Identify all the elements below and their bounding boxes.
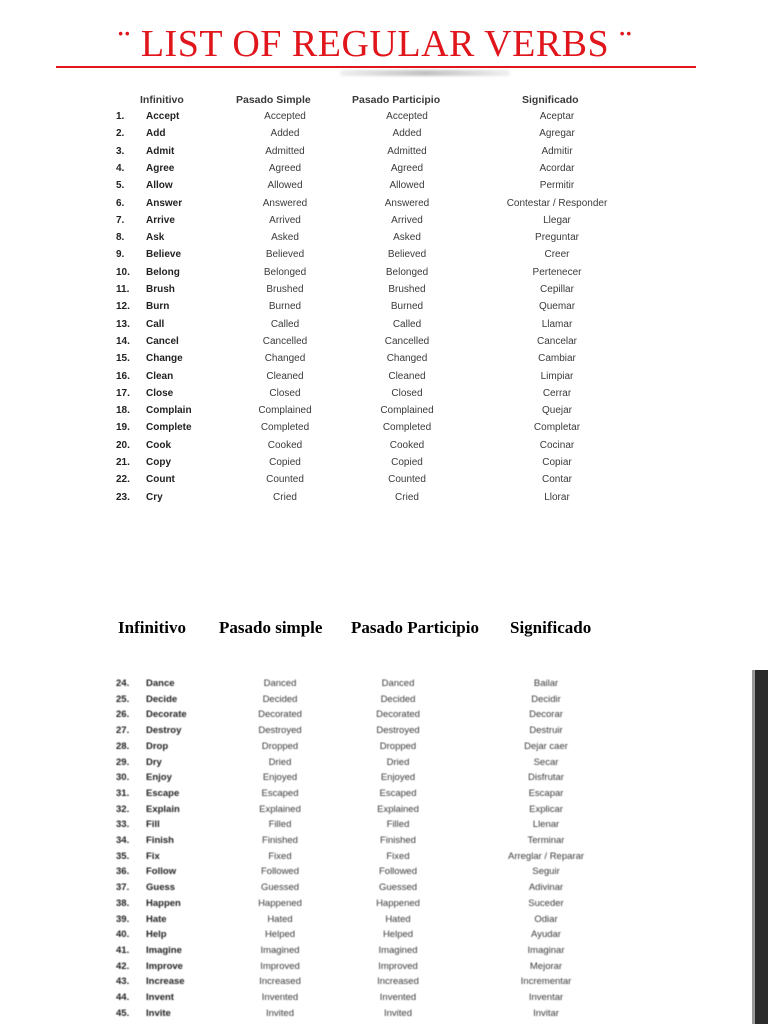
verb-number: 43. bbox=[116, 976, 130, 988]
past-simple: Brushed bbox=[266, 284, 304, 295]
meaning: Preguntar bbox=[535, 232, 579, 244]
verb-row bbox=[0, 473, 768, 489]
infinitive: Allow bbox=[146, 180, 173, 192]
past-participle: Cried bbox=[395, 491, 419, 503]
past-simple: Enjoyed bbox=[262, 772, 298, 784]
past-participle: Changed bbox=[386, 353, 428, 365]
past-simple: Burned bbox=[268, 301, 302, 313]
past-participle: Decided bbox=[380, 693, 416, 705]
verb-row bbox=[0, 881, 768, 897]
verb-number: 36. bbox=[116, 866, 130, 878]
past-participle: Arrived bbox=[391, 214, 423, 226]
infinitive: Follow bbox=[146, 866, 177, 878]
past-simple: Added bbox=[270, 128, 300, 140]
meaning: Inventar bbox=[528, 992, 564, 1003]
meaning: Destruir bbox=[529, 725, 563, 737]
verb-row bbox=[0, 421, 768, 437]
verb-number: 10. bbox=[116, 266, 130, 278]
past-participle: Completed bbox=[382, 422, 432, 434]
verb-row bbox=[0, 387, 768, 403]
past-participle: Belonged bbox=[385, 266, 429, 278]
meaning: Contestar / Responder bbox=[506, 197, 608, 209]
meaning: Pertenecer bbox=[532, 266, 582, 278]
verb-row bbox=[0, 162, 768, 178]
verb-row bbox=[0, 928, 768, 944]
past-participle: Fixed bbox=[386, 850, 410, 862]
past-participle: Invented bbox=[379, 992, 417, 1003]
past-participle: Closed bbox=[391, 387, 423, 399]
verb-number: 45. bbox=[116, 1007, 130, 1019]
past-participle: Cooked bbox=[389, 439, 425, 451]
infinitive: Finish bbox=[146, 835, 174, 846]
past-participle: Allowed bbox=[389, 180, 425, 192]
verb-row bbox=[0, 803, 768, 819]
past-simple: Cooked bbox=[267, 439, 303, 451]
meaning: Imaginar bbox=[527, 944, 565, 956]
past-participle: Enjoyed bbox=[380, 772, 416, 784]
verb-number: 29. bbox=[116, 756, 130, 768]
past-simple: Improved bbox=[260, 960, 300, 972]
meaning: Decorar bbox=[529, 709, 563, 721]
verb-row bbox=[0, 724, 768, 740]
past-simple: Cleaned bbox=[266, 370, 304, 382]
verb-number: 21. bbox=[116, 457, 130, 468]
verb-number: 1. bbox=[116, 111, 125, 122]
verb-number: 40. bbox=[116, 929, 130, 941]
infinitive: Guess bbox=[146, 882, 176, 894]
header-pasado-simple: Pasado Simple bbox=[236, 94, 311, 106]
verb-row bbox=[0, 913, 768, 929]
infinitive: Accept bbox=[146, 111, 180, 122]
past-participle: Copied bbox=[391, 457, 423, 468]
verb-row bbox=[0, 1007, 768, 1023]
meaning: Escapar bbox=[528, 787, 564, 799]
past-simple: Copied bbox=[269, 457, 301, 468]
past-simple: Admitted bbox=[265, 145, 305, 157]
meaning: Explicar bbox=[529, 803, 563, 815]
past-simple: Dropped bbox=[261, 740, 299, 752]
infinitive: Burn bbox=[146, 301, 170, 313]
meaning: Ayudar bbox=[531, 929, 561, 941]
infinitive: Clean bbox=[146, 370, 174, 382]
infinitive: Change bbox=[146, 353, 183, 365]
past-participle: Helped bbox=[382, 929, 414, 941]
verb-number: 6. bbox=[116, 197, 125, 209]
verb-row bbox=[0, 439, 768, 455]
verb-number: 5. bbox=[116, 180, 125, 192]
past-participle: Brushed bbox=[388, 284, 426, 295]
past-participle: Called bbox=[392, 318, 422, 330]
meaning: Cerrar bbox=[542, 387, 572, 399]
verb-number: 44. bbox=[116, 992, 130, 1003]
past-simple: Finished bbox=[262, 835, 298, 846]
faded-subtitle-smudge bbox=[340, 70, 510, 76]
infinitive: Decide bbox=[146, 693, 178, 705]
infinitive: Fix bbox=[146, 850, 160, 862]
verb-number: 15. bbox=[116, 353, 130, 365]
infinitive: Believe bbox=[146, 249, 182, 261]
verb-number: 41. bbox=[116, 944, 130, 956]
verb-row bbox=[0, 110, 768, 126]
verb-row bbox=[0, 248, 768, 264]
verb-row bbox=[0, 944, 768, 960]
infinitive: Hate bbox=[146, 913, 167, 925]
infinitive: Dry bbox=[146, 756, 162, 768]
infinitive: Close bbox=[146, 387, 174, 399]
meaning: Arreglar / Reparar bbox=[507, 850, 585, 862]
infinitive: Complain bbox=[146, 405, 192, 417]
past-participle: Danced bbox=[381, 678, 415, 689]
infinitive: Copy bbox=[146, 457, 171, 468]
verb-row bbox=[0, 491, 768, 507]
past-participle: Improved bbox=[378, 960, 418, 972]
past-simple: Belonged bbox=[263, 266, 307, 278]
verb-number: 8. bbox=[116, 232, 125, 244]
past-simple: Counted bbox=[266, 474, 304, 486]
verb-row bbox=[0, 179, 768, 195]
past-participle: Explained bbox=[377, 803, 419, 815]
verb-number: 16. bbox=[116, 370, 130, 382]
verb-row bbox=[0, 834, 768, 850]
past-participle: Escaped bbox=[379, 787, 417, 799]
verb-row bbox=[0, 352, 768, 368]
past-simple: Fixed bbox=[268, 850, 292, 862]
verb-row bbox=[0, 771, 768, 787]
verb-number: 30. bbox=[116, 772, 130, 784]
verb-number: 26. bbox=[116, 709, 130, 721]
meaning: Admitir bbox=[541, 145, 573, 157]
past-participle: Answered bbox=[384, 197, 430, 209]
verb-number: 33. bbox=[116, 819, 130, 831]
infinitive: Call bbox=[146, 318, 165, 330]
verb-number: 32. bbox=[116, 803, 130, 815]
meaning: Aceptar bbox=[539, 111, 575, 122]
verb-number: 24. bbox=[116, 678, 130, 689]
verb-row bbox=[0, 897, 768, 913]
past-simple: Helped bbox=[264, 929, 296, 941]
infinitive: Explain bbox=[146, 803, 180, 815]
past-participle: Hated bbox=[385, 913, 411, 925]
meaning: Terminar bbox=[527, 835, 565, 846]
past-participle: Destroyed bbox=[376, 725, 420, 737]
infinitive: Invent bbox=[146, 992, 174, 1003]
verb-row bbox=[0, 231, 768, 247]
meaning: Bailar bbox=[533, 678, 559, 689]
past-simple: Dried bbox=[268, 756, 292, 768]
past-simple: Complained bbox=[258, 405, 312, 417]
infinitive: Add bbox=[146, 128, 166, 140]
past-simple: Answered bbox=[262, 197, 308, 209]
verb-number: 13. bbox=[116, 318, 130, 330]
meaning: Limpiar bbox=[540, 370, 574, 382]
meaning: Decidir bbox=[531, 693, 561, 705]
verb-number: 2. bbox=[116, 128, 125, 140]
infinitive: Brush bbox=[146, 284, 175, 295]
past-simple: Filled bbox=[268, 819, 292, 831]
meaning: Adivinar bbox=[528, 882, 564, 894]
past-participle: Decorated bbox=[376, 709, 420, 721]
meaning: Cambiar bbox=[538, 353, 576, 365]
verb-row bbox=[0, 677, 768, 693]
verb-row bbox=[0, 214, 768, 230]
past-simple: Decided bbox=[262, 693, 298, 705]
past-simple: Cancelled bbox=[262, 335, 308, 347]
verb-number: 18. bbox=[116, 405, 130, 417]
past-simple: Decorated bbox=[258, 709, 302, 721]
infinitive: Help bbox=[146, 929, 167, 941]
past-participle: Dried bbox=[386, 756, 410, 768]
past-participle: Finished bbox=[380, 835, 416, 846]
meaning: Mejorar bbox=[529, 960, 563, 972]
past-simple: Believed bbox=[265, 249, 305, 261]
meaning: Odiar bbox=[534, 913, 558, 925]
verb-number: 22. bbox=[116, 474, 130, 486]
meaning: Invitar bbox=[533, 1007, 559, 1019]
meaning: Llorar bbox=[544, 491, 570, 503]
infinitive: Happen bbox=[146, 897, 181, 909]
header-pasado-participio: Pasado Participio bbox=[352, 94, 441, 106]
past-participle: Admitted bbox=[387, 145, 427, 157]
infinitive: Agree bbox=[146, 162, 175, 174]
verb-row bbox=[0, 865, 768, 881]
meaning: Contar bbox=[541, 474, 573, 486]
infinitive: Improve bbox=[146, 960, 183, 972]
past-participle: Invited bbox=[384, 1007, 412, 1019]
past-participle: Cleaned bbox=[388, 370, 426, 382]
meaning: Seguir bbox=[532, 866, 560, 878]
meaning: Quejar bbox=[541, 405, 573, 417]
verb-row bbox=[0, 975, 768, 991]
verb-row bbox=[0, 818, 768, 834]
past-participle: Added bbox=[392, 128, 422, 140]
verb-number: 12. bbox=[116, 301, 130, 313]
past-participle: Believed bbox=[387, 249, 427, 261]
past-participle: Accepted bbox=[386, 111, 428, 122]
verb-row bbox=[0, 693, 768, 709]
table1-header bbox=[0, 94, 768, 108]
past-participle: Followed bbox=[378, 866, 418, 878]
header-infinitivo: Infinitivo bbox=[118, 618, 187, 637]
past-participle: Filled bbox=[386, 819, 410, 831]
meaning: Llenar bbox=[532, 819, 560, 831]
verb-row bbox=[0, 145, 768, 161]
verb-row bbox=[0, 787, 768, 803]
header-pasado-simple: Pasado simple bbox=[219, 618, 323, 637]
meaning: Agregar bbox=[539, 128, 575, 140]
verb-number: 17. bbox=[116, 387, 130, 399]
past-simple: Changed bbox=[264, 353, 306, 365]
verb-row bbox=[0, 370, 768, 386]
past-simple: Happened bbox=[258, 897, 302, 909]
infinitive: Cook bbox=[146, 439, 171, 451]
verb-number: 25. bbox=[116, 693, 130, 705]
infinitive: Cancel bbox=[146, 335, 179, 347]
infinitive: Increase bbox=[146, 976, 185, 988]
meaning: Quemar bbox=[538, 301, 576, 313]
verb-row bbox=[0, 960, 768, 976]
verb-number: 11. bbox=[116, 284, 130, 295]
infinitive: Cry bbox=[146, 491, 163, 503]
verb-number: 27. bbox=[116, 725, 130, 737]
verb-number: 35. bbox=[116, 850, 130, 862]
verb-number: 38. bbox=[116, 897, 130, 909]
past-simple: Called bbox=[270, 318, 300, 330]
meaning: Dejar caer bbox=[524, 740, 568, 752]
past-participle: Dropped bbox=[379, 740, 417, 752]
past-simple: Danced bbox=[263, 678, 297, 689]
meaning: Disfrutar bbox=[528, 772, 564, 784]
past-participle: Asked bbox=[393, 232, 421, 244]
verb-row bbox=[0, 404, 768, 420]
meaning: Secar bbox=[533, 756, 559, 768]
past-simple: Explained bbox=[259, 803, 301, 815]
infinitive: Destroy bbox=[146, 725, 182, 737]
header-pasado-participio: Pasado Participio bbox=[351, 618, 479, 637]
meaning: Permitir bbox=[539, 180, 575, 192]
verb-number: 23. bbox=[116, 491, 130, 503]
past-simple: Closed bbox=[269, 387, 301, 399]
past-simple: Hated bbox=[267, 913, 293, 925]
meaning: Copiar bbox=[542, 457, 572, 468]
scrollbar[interactable] bbox=[752, 670, 768, 1024]
verb-row bbox=[0, 127, 768, 143]
verb-row bbox=[0, 283, 768, 299]
verb-row bbox=[0, 991, 768, 1007]
meaning: Incrementar bbox=[520, 976, 572, 988]
verb-number: 34. bbox=[116, 835, 130, 846]
infinitive: Invite bbox=[146, 1007, 171, 1019]
verb-row bbox=[0, 708, 768, 724]
verb-row bbox=[0, 300, 768, 316]
past-simple: Arrived bbox=[269, 214, 301, 226]
meaning: Cepillar bbox=[540, 284, 574, 295]
verb-row bbox=[0, 740, 768, 756]
infinitive: Decorate bbox=[146, 709, 187, 721]
past-participle: Cancelled bbox=[384, 335, 430, 347]
infinitive: Belong bbox=[146, 266, 180, 278]
verb-number: 37. bbox=[116, 882, 130, 894]
verb-number: 28. bbox=[116, 740, 130, 752]
verb-number: 20. bbox=[116, 439, 130, 451]
past-simple: Cried bbox=[273, 491, 297, 503]
past-simple: Agreed bbox=[268, 162, 302, 174]
verb-number: 7. bbox=[116, 214, 125, 226]
past-simple: Followed bbox=[260, 866, 300, 878]
verb-row bbox=[0, 197, 768, 213]
verb-row bbox=[0, 318, 768, 334]
verb-number: 14. bbox=[116, 335, 130, 347]
past-participle: Increased bbox=[377, 976, 419, 988]
infinitive: Admit bbox=[146, 145, 175, 157]
infinitive: Count bbox=[146, 474, 175, 486]
header-significado: Significado bbox=[522, 94, 579, 106]
verb-row bbox=[0, 456, 768, 472]
meaning: Cancelar bbox=[536, 335, 578, 347]
past-simple: Imagined bbox=[260, 944, 300, 956]
infinitive: Dance bbox=[146, 678, 175, 689]
past-simple: Asked bbox=[271, 232, 299, 244]
past-simple: Increased bbox=[259, 976, 301, 988]
table2-header bbox=[0, 618, 768, 640]
verb-number: 9. bbox=[116, 249, 125, 261]
verb-row bbox=[0, 335, 768, 351]
past-participle: Happened bbox=[376, 897, 420, 909]
verb-number: 31. bbox=[116, 787, 130, 799]
verb-row bbox=[0, 756, 768, 772]
past-participle: Burned bbox=[390, 301, 424, 313]
past-simple: Allowed bbox=[267, 180, 303, 192]
verb-number: 42. bbox=[116, 960, 130, 972]
verb-number: 3. bbox=[116, 145, 125, 157]
meaning: Suceder bbox=[528, 897, 564, 909]
past-participle: Complained bbox=[380, 405, 434, 417]
meaning: Llegar bbox=[543, 214, 571, 226]
past-simple: Destroyed bbox=[258, 725, 302, 737]
infinitive: Fill bbox=[146, 819, 160, 831]
past-participle: Counted bbox=[388, 474, 426, 486]
meaning: Creer bbox=[544, 249, 570, 261]
title-underline bbox=[56, 66, 696, 68]
header-significado: Significado bbox=[510, 618, 592, 637]
past-simple: Guessed bbox=[260, 882, 300, 894]
meaning: Llamar bbox=[541, 318, 573, 330]
past-simple: Escaped bbox=[261, 787, 299, 799]
infinitive: Answer bbox=[146, 197, 183, 209]
past-participle: Guessed bbox=[378, 882, 418, 894]
infinitive: Complete bbox=[146, 422, 192, 434]
infinitive: Drop bbox=[146, 740, 169, 752]
verb-row bbox=[0, 850, 768, 866]
verb-number: 4. bbox=[116, 162, 125, 174]
meaning: Completar bbox=[533, 422, 581, 434]
page-title: ¨ LIST OF REGULAR VERBS ¨ bbox=[117, 23, 633, 65]
header-infinitivo: Infinitivo bbox=[140, 94, 184, 106]
infinitive: Enjoy bbox=[146, 772, 172, 784]
past-participle: Imagined bbox=[378, 944, 418, 956]
infinitive: Imagine bbox=[146, 944, 182, 956]
past-simple: Invented bbox=[261, 992, 299, 1003]
verb-number: 19. bbox=[116, 422, 130, 434]
verb-row bbox=[0, 266, 768, 282]
meaning: Acordar bbox=[539, 162, 575, 174]
meaning: Cocinar bbox=[539, 439, 575, 451]
past-simple: Accepted bbox=[264, 111, 306, 122]
infinitive: Escape bbox=[146, 787, 180, 799]
infinitive: Arrive bbox=[146, 214, 175, 226]
past-simple: Invited bbox=[266, 1007, 294, 1019]
past-simple: Completed bbox=[260, 422, 310, 434]
verb-number: 39. bbox=[116, 913, 130, 925]
infinitive: Ask bbox=[146, 232, 165, 244]
past-participle: Agreed bbox=[390, 162, 424, 174]
